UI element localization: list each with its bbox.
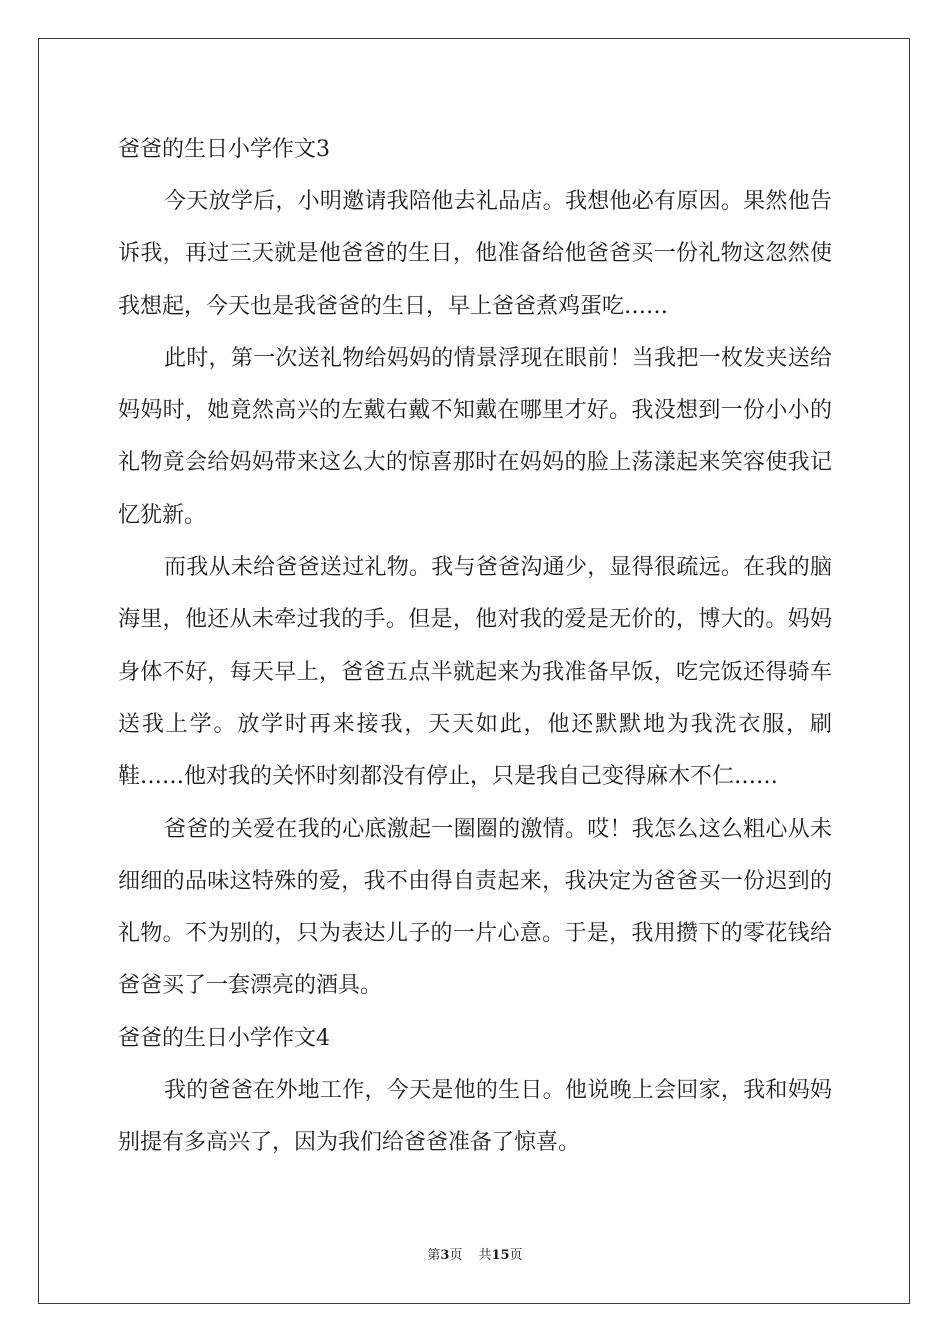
paragraph: 而我从未给爸爸送过礼物。我与爸爸沟通少，显得很疏远。在我的脑海里，他还从未牵过我的手。但是，他对我的爱是无价的，博大的。妈妈身体不好，每天早上，爸爸五点半就起来为我准备早饭，吃完饭还得骑车送我上学。放学时再来接我，天天如此，他还默默地为我洗衣服，刷鞋……他对我的关怀时刻都没有停止，只是我自己变得麻木不仁…… bbox=[118, 555, 832, 790]
page-footer bbox=[0, 1246, 950, 1266]
page-total-prefix: 共 bbox=[478, 1248, 492, 1263]
document-body bbox=[118, 124, 832, 1169]
page-number-current: 3 bbox=[440, 1248, 450, 1263]
page-total: 15 bbox=[491, 1248, 510, 1263]
page-total-suffix: 页 bbox=[509, 1248, 523, 1263]
section-heading: 爸爸的生日小学作文4 bbox=[118, 1025, 330, 1051]
paragraph: 此时，第一次送礼物给妈妈的情景浮现在眼前！当我把一枚发夹送给妈妈时，她竟然高兴的左戴右戴不知戴在哪里才好。我没想到一份小小的礼物竟会给妈妈带来这么大的惊喜那时在妈妈的脸上荡漾起来笑容使我记忆犹新。 bbox=[118, 345, 832, 528]
paragraph: 我的爸爸在外地工作，今天是他的生日。他说晚上会回家，我和妈妈别提有多高兴了，因为我们给爸爸准备了惊喜。 bbox=[118, 1077, 832, 1156]
paragraph: 爸爸的关爱在我的心底激起一圈圈的激情。哎！我怎么这么粗心从未细细的品味这特殊的爱，我不由得自责起来，我决定为爸爸买一份迟到的礼物。不为别的，只为表达儿子的一片心意。于是，我用攒下的零花钱给爸爸买了一套漂亮的酒具。 bbox=[118, 816, 832, 999]
page-number-suffix: 页 bbox=[449, 1248, 463, 1263]
section-heading: 爸爸的生日小学作文3 bbox=[118, 137, 330, 162]
paragraph: 今天放学后，小明邀请我陪他去礼品店。我想他必有原因。果然他告诉我，再过三天就是他爸爸的生日，他准备给他爸爸买一份礼物这忽然使我想起，今天也是我爸爸的生日，早上爸爸煮鸡蛋吃…… bbox=[118, 189, 832, 319]
page-number-prefix: 第 bbox=[427, 1248, 441, 1263]
